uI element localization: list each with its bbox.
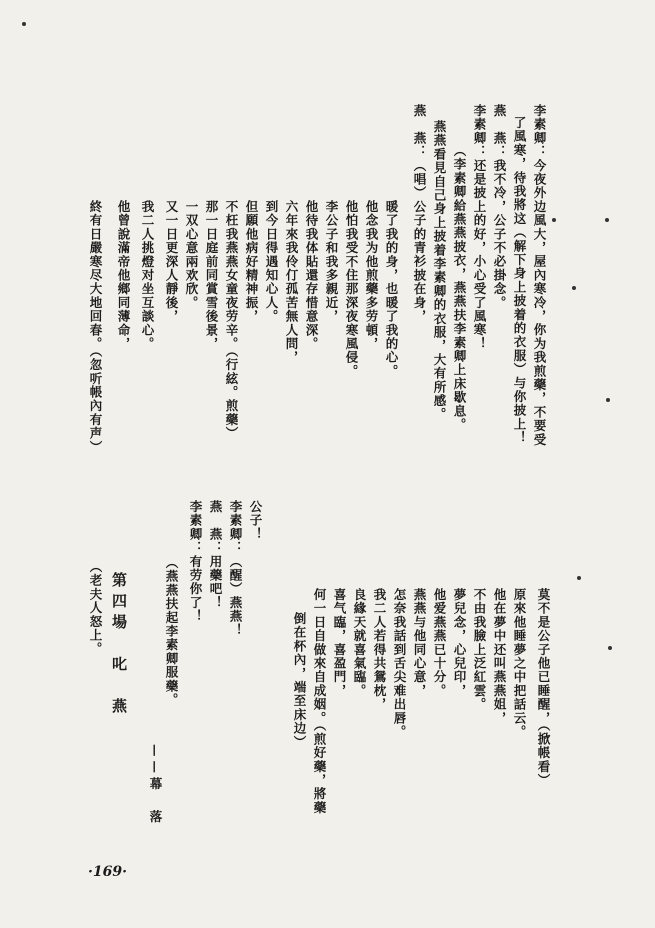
text-column: 他念我为他煎藥多劳頓， <box>364 200 379 351</box>
text-column: 李素卿：今夜外边風大，屋內寒冷，你为我煎藥，不要受 <box>532 104 547 447</box>
text-column: 原來他睡夢之中把話云。 <box>512 588 527 739</box>
text-column: 不由我臉上泛紅雲。 <box>472 588 487 712</box>
text-column: 李素卿：有劳你了！ <box>188 500 203 624</box>
curtain-fall: ——幕 落 <box>148 744 163 827</box>
text-column: 良緣天就喜氣臨。 <box>352 588 367 698</box>
text-column: 怎奈我話到舌尖难出唇。 <box>392 588 407 739</box>
text-column: 那一日庭前同賞雪後景， <box>204 200 219 351</box>
text-column: 又一日更深人靜後， <box>164 200 179 324</box>
text-column: 李素卿：（醒）燕燕！ <box>228 500 243 637</box>
text-column: 喜气臨，喜盈門， <box>332 588 347 698</box>
text-column: 燕 燕：（唱）公子的青衫披在身， <box>412 104 427 324</box>
speck <box>577 576 581 580</box>
speck <box>552 218 556 222</box>
text-column: 六年來我伶仃孤苦無人問， <box>284 200 299 365</box>
text-column: 燕 燕：用藥吧！ <box>208 500 223 610</box>
text-column: 到今日得遇知心人。 <box>264 200 279 324</box>
text-column: 終有日嚴寒尽大地回春。（忽听帳內有声） <box>88 200 103 455</box>
speck <box>22 22 26 26</box>
text-column: 李素卿：还是披上的好，小心受了風寒！ <box>472 104 487 351</box>
scene-heading: 第四場 叱 燕 <box>110 572 128 719</box>
text-column: 我二人若得共鴛枕， <box>372 588 387 712</box>
speck <box>608 646 612 650</box>
speck <box>572 286 576 290</box>
text-column: 何一日自做來自成姻。（煎好藥，將藥 <box>312 588 327 815</box>
text-column: （老夫人怒上。 <box>88 560 103 656</box>
text-column: 莫不是公子他已睡醒，（掀帳看） <box>536 588 551 788</box>
text-column: 燕燕看見自己身上披着李素卿的衣服，大有所感。 <box>432 120 447 422</box>
text-column: 了風寒，待我將这（解下身上披着的衣服）与你披上！ <box>512 116 527 445</box>
text-column: 燕燕与他同心意， <box>412 588 427 698</box>
text-column: 他爱燕燕已十分。 <box>432 588 447 698</box>
speck <box>605 218 609 222</box>
text-column: 燕 燕：我不冷，公子不必掛念。 <box>492 104 507 310</box>
text-column: 不枉我燕燕女童夜劳辛。（行絃。煎藥） <box>224 200 239 441</box>
text-column: 他在夢中还叫燕燕姐， <box>492 588 507 725</box>
text-column: 我二人挑燈对坐互談心。 <box>140 200 155 351</box>
text-column: 夢兒念，心兒印， <box>452 588 467 698</box>
text-column: （李素卿給燕燕披衣，燕燕扶李素卿上床歇息。 <box>452 144 467 432</box>
text-column: 李公子和我多親近， <box>324 200 339 324</box>
text-column: 他怕我受不住那深夜寒風侵。 <box>344 200 359 379</box>
text-column: 他待我体貼還存惜意深。 <box>304 200 319 351</box>
text-column: 暖了我的身，也暖了我的心。 <box>384 200 399 379</box>
text-column: 公子！ <box>248 500 263 542</box>
text-column: 但願他病好精神振， <box>244 200 259 324</box>
page-number: ·169· <box>88 864 127 880</box>
text-column: 一双心意兩欢欣。 <box>184 200 199 310</box>
text-column: （燕燕扶起李素卿服藥。 <box>164 556 179 707</box>
text-column: 倒在杯內，端至床边） <box>292 612 307 749</box>
text-column: 他曾說滿帝他鄉同薄命， <box>116 200 131 351</box>
speck <box>606 398 610 402</box>
